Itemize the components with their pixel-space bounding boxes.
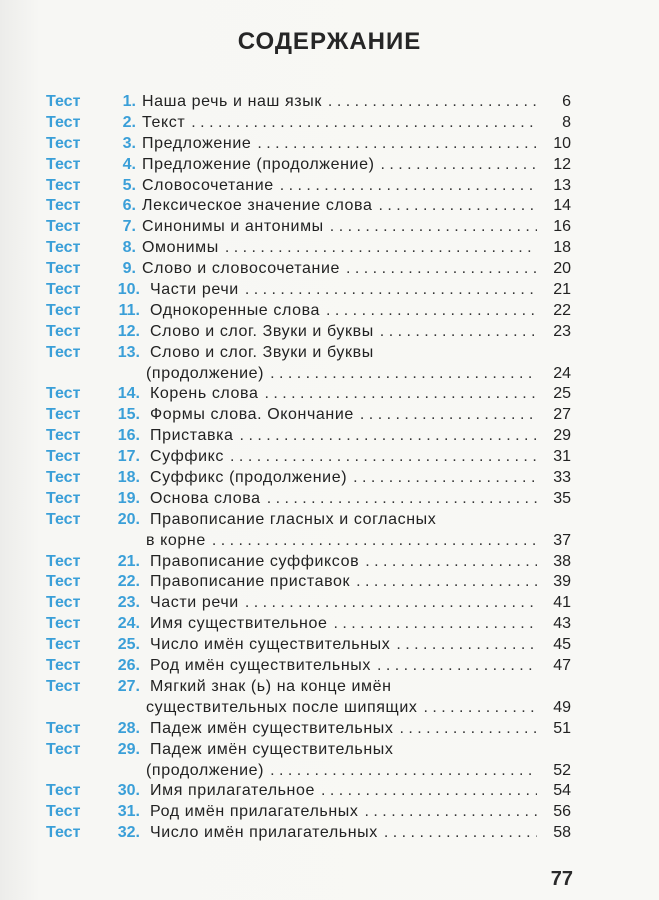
toc-entry: [46, 635, 571, 656]
test-number: 22.: [117, 573, 140, 591]
toc-entry: [46, 322, 571, 343]
toc-page-number: 29: [553, 427, 571, 445]
test-label: Тест: [46, 573, 81, 591]
toc-page-number: 54: [553, 782, 571, 800]
test-number: 30.: [117, 782, 140, 800]
toc-page-number: 31: [553, 448, 571, 466]
test-label: Тест: [46, 510, 81, 528]
test-number: 29.: [117, 740, 140, 758]
test-number: 3.: [122, 134, 136, 152]
toc-page-number: 22: [553, 301, 571, 319]
toc-line: [46, 656, 571, 677]
dot-leader: [365, 552, 537, 573]
dot-leader: [280, 176, 537, 197]
dot-leader: [321, 781, 537, 802]
test-title: (продолжение): [146, 761, 265, 779]
test-title: Корень слова: [150, 385, 259, 403]
toc-line: [46, 259, 571, 280]
toc-entry: [46, 384, 571, 405]
test-number: 14.: [117, 385, 140, 403]
toc-line: [46, 384, 571, 405]
test-title: Падеж имён существительных: [150, 719, 394, 737]
test-title: Омонимы: [142, 239, 219, 257]
dot-leader: [225, 238, 537, 259]
test-label: Тест: [46, 322, 81, 340]
test-number: 1.: [122, 93, 136, 110]
toc-line: [46, 802, 571, 823]
toc-page-number: 6: [562, 93, 571, 110]
toc-page-number: 13: [553, 176, 571, 194]
test-label: Тест: [46, 239, 81, 257]
toc-line: [46, 823, 571, 844]
dot-leader: [380, 322, 537, 343]
toc-page-number: 58: [553, 824, 571, 842]
test-label: Тест: [46, 782, 81, 800]
dot-leader: [264, 384, 537, 405]
dot-leader: [270, 364, 537, 385]
test-label: Тест: [46, 385, 81, 403]
test-label: Тест: [46, 176, 81, 194]
test-title: Имя существительное: [150, 615, 328, 633]
toc-page-number: 24: [553, 364, 571, 382]
test-title: в корне: [146, 531, 206, 549]
toc-line: [46, 677, 571, 698]
test-label: Тест: [46, 260, 81, 278]
test-title: Формы слова. Окончание: [150, 406, 354, 424]
test-title: существительных после шипящих: [146, 698, 418, 716]
test-number: 25.: [117, 636, 140, 654]
test-number: 4.: [122, 155, 136, 173]
test-label: Тест: [46, 636, 81, 654]
toc-page-number: 52: [553, 761, 571, 779]
toc-line: [46, 155, 571, 176]
dot-leader: [245, 280, 537, 301]
test-title: Мягкий знак (ь) на конце имён: [150, 677, 392, 695]
test-title: Части речи: [150, 281, 239, 299]
test-title: Правописание суффиксов: [150, 552, 360, 570]
toc-line: [46, 196, 571, 217]
dot-leader: [423, 698, 537, 719]
toc-page-number: 49: [553, 698, 571, 716]
page-title: СОДЕРЖАНИЕ: [237, 28, 422, 55]
toc-line: [46, 134, 571, 155]
dot-leader: [257, 134, 537, 155]
test-number: 2.: [122, 113, 136, 131]
toc-page-number: 38: [553, 552, 571, 570]
dot-leader: [353, 468, 537, 489]
toc-page-number: 56: [553, 803, 571, 821]
test-title: Приставка: [150, 427, 234, 445]
toc-entry: [46, 280, 571, 301]
toc-line: [46, 364, 571, 385]
test-number: 7.: [122, 218, 136, 236]
toc-page-number: 20: [553, 260, 571, 278]
toc-entry: [46, 552, 571, 573]
test-label: Тест: [46, 448, 81, 466]
toc-page-number: 10: [553, 134, 571, 152]
toc-page-number: 12: [553, 155, 571, 173]
test-number: 5.: [122, 176, 136, 194]
toc-line: [46, 761, 571, 782]
dot-leader: [346, 259, 537, 280]
toc-page-number: 18: [553, 239, 571, 257]
test-number: 17.: [117, 448, 140, 466]
test-title: Суффикс: [150, 448, 225, 466]
toc-line: [46, 531, 571, 552]
toc-line: [46, 719, 571, 740]
test-label: Тест: [46, 552, 81, 570]
test-number: 6.: [122, 197, 136, 215]
toc-line: [46, 510, 571, 531]
toc-entry: [46, 656, 571, 677]
test-label: Тест: [46, 594, 81, 612]
toc-line: [46, 468, 571, 489]
toc-entry: [46, 301, 571, 322]
toc-line: [46, 405, 571, 426]
test-number: 10.: [117, 281, 140, 299]
test-title: Лексическое значение слова: [142, 197, 373, 215]
toc-page-number: 16: [553, 218, 571, 236]
toc-entry: [46, 405, 571, 426]
toc-line: [46, 740, 571, 761]
toc-line: [46, 552, 571, 573]
toc-page-number: 35: [553, 489, 571, 507]
test-title: Падеж имён существительных: [150, 740, 394, 758]
test-title: (продолжение): [146, 364, 265, 382]
test-label: Тест: [46, 197, 81, 215]
test-number: 21.: [117, 552, 140, 570]
dot-leader: [360, 405, 537, 426]
test-title: Род имён прилагательных: [150, 803, 359, 821]
dot-leader: [245, 593, 537, 614]
dot-leader: [330, 217, 537, 238]
dot-leader: [384, 823, 537, 844]
test-label: Тест: [46, 155, 81, 173]
dot-leader: [230, 447, 537, 468]
toc-entry: [46, 489, 571, 510]
test-title: Суффикс (продолжение): [150, 469, 348, 487]
dot-leader: [333, 614, 537, 635]
toc-entry: [46, 113, 571, 134]
test-title: Слово и слог. Звуки и буквы: [150, 343, 374, 361]
test-label: Тест: [46, 218, 81, 236]
dot-leader: [400, 719, 538, 740]
test-label: Тест: [46, 719, 81, 737]
toc-line: [46, 447, 571, 468]
dot-leader: [356, 572, 537, 593]
toc-entry: [46, 572, 571, 593]
toc-entry: [46, 196, 571, 217]
toc-entry: [46, 217, 571, 238]
toc-entry: [46, 92, 571, 113]
test-label: Тест: [46, 281, 81, 299]
test-label: Тест: [46, 343, 81, 361]
toc-entry: [46, 238, 571, 259]
test-number: 15.: [117, 406, 140, 424]
dot-leader: [270, 761, 537, 782]
toc-page-number: 8: [562, 113, 571, 131]
dot-leader: [396, 635, 537, 656]
toc-entry: [46, 510, 571, 552]
toc-page-number: 33: [553, 469, 571, 487]
toc-line: [46, 238, 571, 259]
toc-line: [46, 593, 571, 614]
toc-entry: [46, 259, 571, 280]
dot-leader: [326, 301, 537, 322]
test-title: Словосочетание: [142, 176, 274, 194]
toc-entry: [46, 468, 571, 489]
toc-line: [46, 322, 571, 343]
test-number: 20.: [117, 510, 140, 528]
toc-line: [46, 217, 571, 238]
table-of-contents: [46, 92, 571, 844]
test-title: Части речи: [150, 594, 239, 612]
toc-line: [46, 301, 571, 322]
toc-entry: [46, 134, 571, 155]
toc-line: [46, 614, 571, 635]
test-number: 13.: [117, 343, 140, 361]
dot-leader: [365, 802, 537, 823]
toc-entry: [46, 155, 571, 176]
toc-entry: [46, 176, 571, 197]
test-number: 28.: [117, 719, 140, 737]
test-number: 8.: [122, 239, 136, 257]
toc-line: [46, 280, 571, 301]
test-label: Тест: [46, 615, 81, 633]
test-number: 26.: [117, 657, 140, 675]
test-label: Тест: [46, 677, 81, 695]
toc-page-number: 43: [553, 615, 571, 633]
toc-entry: [46, 593, 571, 614]
test-label: Тест: [46, 134, 81, 152]
toc-page-number: 23: [553, 322, 571, 340]
test-number: 24.: [117, 615, 140, 633]
test-title: Род имён существительных: [150, 657, 371, 675]
toc-line: [46, 343, 571, 364]
toc-line: [46, 635, 571, 656]
test-title: Слово и слог. Звуки и буквы: [150, 322, 374, 340]
test-number: 27.: [117, 677, 140, 695]
toc-entry: [46, 677, 571, 719]
test-title: Синонимы и антонимы: [142, 218, 324, 236]
toc-line: [46, 176, 571, 197]
toc-entry: [46, 781, 571, 802]
toc-entry: [46, 426, 571, 447]
toc-entry: [46, 823, 571, 844]
dot-leader: [212, 531, 537, 552]
toc-page-number: 39: [553, 573, 571, 591]
test-label: Тест: [46, 740, 81, 758]
toc-page-number: 41: [553, 594, 571, 612]
dot-leader: [191, 113, 537, 134]
test-title: Правописание гласных и согласных: [150, 510, 437, 528]
toc-line: [46, 92, 571, 113]
toc-page-number: 21: [553, 281, 571, 299]
test-title: Слово и словосочетание: [142, 260, 340, 278]
test-label: Тест: [46, 113, 81, 131]
test-title: Имя прилагательное: [150, 782, 315, 800]
toc-page-number: 51: [553, 719, 571, 737]
test-label: Тест: [46, 93, 81, 110]
toc-entry: [46, 614, 571, 635]
test-label: Тест: [46, 803, 81, 821]
toc-page-number: 14: [553, 197, 571, 215]
toc-page-number: 45: [553, 636, 571, 654]
toc-line: [46, 113, 571, 134]
dot-leader: [378, 196, 537, 217]
dot-leader: [267, 489, 537, 510]
toc-page-number: 27: [553, 406, 571, 424]
toc-line: [46, 698, 571, 719]
test-label: Тест: [46, 657, 81, 675]
toc-page-number: 37: [553, 531, 571, 549]
dot-leader: [381, 155, 538, 176]
test-label: Тест: [46, 489, 81, 507]
toc-page-number: 25: [553, 385, 571, 403]
toc-line: [46, 489, 571, 510]
toc-entry: [46, 719, 571, 740]
test-number: 32.: [117, 824, 140, 842]
test-label: Тест: [46, 469, 81, 487]
test-number: 19.: [117, 489, 140, 507]
test-label: Тест: [46, 406, 81, 424]
test-number: 11.: [118, 301, 140, 319]
toc-entry: [46, 343, 571, 385]
test-number: 16.: [117, 427, 140, 445]
test-number: 9.: [122, 260, 136, 278]
test-label: Тест: [46, 824, 81, 842]
toc-line: [46, 781, 571, 802]
toc-line: [46, 426, 571, 447]
test-label: Тест: [46, 301, 81, 319]
test-title: Предложение (продолжение): [142, 155, 375, 173]
test-label: Тест: [46, 427, 81, 445]
dot-leader: [240, 426, 537, 447]
test-number: 12.: [117, 322, 140, 340]
page-number: 77: [550, 868, 573, 890]
toc-entry: [46, 802, 571, 823]
test-number: 23.: [117, 594, 140, 612]
toc-line: [46, 572, 571, 593]
dot-leader: [377, 656, 537, 677]
toc-entry: [46, 447, 571, 468]
test-title: Число имён прилагательных: [150, 824, 378, 842]
test-title: Однокоренные слова: [150, 301, 320, 319]
test-title: Текст: [142, 113, 186, 131]
dot-leader: [328, 92, 537, 113]
test-title: Правописание приставок: [150, 573, 351, 591]
toc-entry: [46, 740, 571, 782]
toc-page-number: 47: [553, 657, 571, 675]
test-title: Наша речь и наш язык: [142, 93, 322, 110]
test-title: Предложение: [142, 134, 252, 152]
test-title: Число имён существительных: [150, 636, 391, 654]
test-title: Основа слова: [150, 489, 261, 507]
test-number: 18.: [117, 469, 140, 487]
test-number: 31.: [117, 803, 140, 821]
